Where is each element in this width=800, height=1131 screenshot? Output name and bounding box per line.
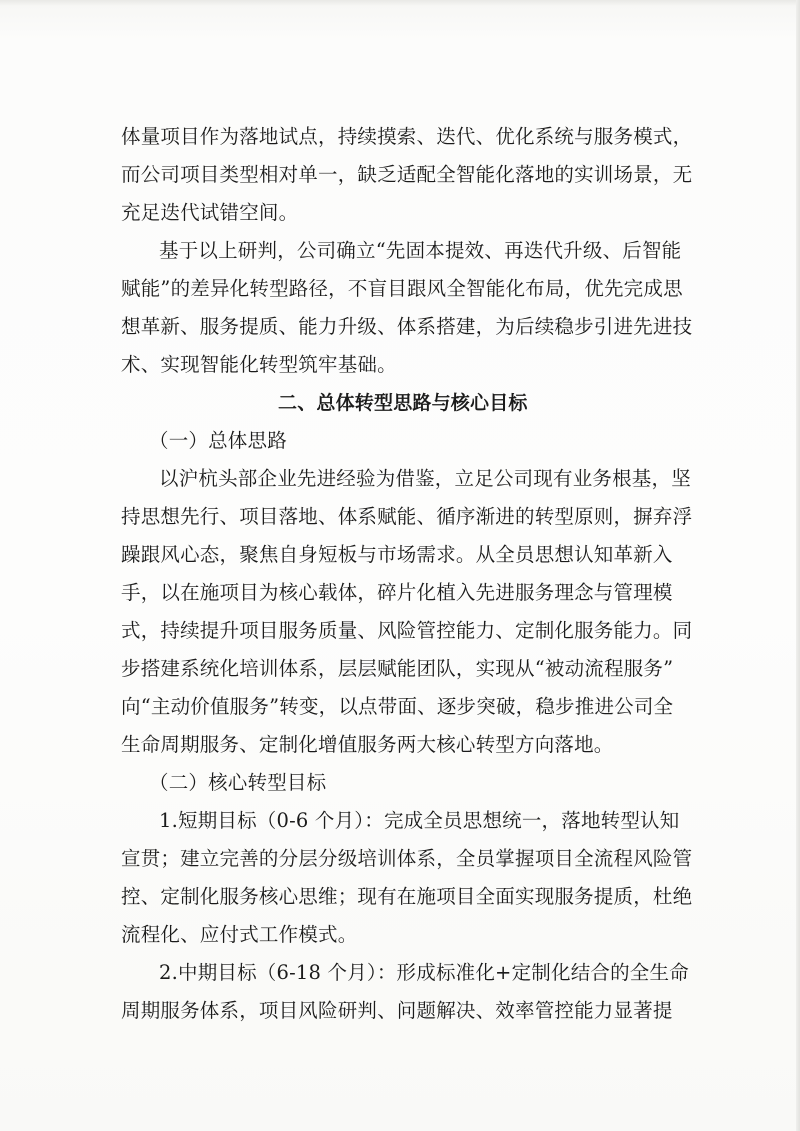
paragraph-line: 基于以上研判，公司确立“先固本提效、再迭代升级、后智能 [159, 239, 682, 262]
paragraph-line: 以沪杭头部企业先进经验为借鉴，立足公司现有业务根基，坚 [159, 467, 691, 490]
paragraph-line: 步搭建系统化培训体系，层层赋能团队，实现从“被动流程服务” [121, 657, 674, 680]
paragraph-line: 周期服务体系，项目风险研判、问题解决、效率管控能力显著提 [121, 999, 673, 1022]
paragraph-line: 持思想先行、项目落地、体系赋能、循序渐进的转型原则，摒弃浮 [121, 505, 693, 528]
paragraph-line: 体量项目作为落地试点，持续摸索、迭代、优化系统与服务模式， [121, 125, 693, 148]
paragraph-line: 1.短期目标（0-6 个月）：完成全员思想统一，落地转型认知 [159, 809, 680, 832]
scan-right-edge [796, 0, 800, 1131]
paragraph-line: 而公司项目类型相对单一，缺乏适配全智能化落地的实训场景，无 [121, 163, 693, 186]
scan-top-edge [0, 0, 800, 6]
paragraph-line: 控、定制化服务核心思维；现有在施项目全面实现服务提质，杜绝 [121, 885, 693, 908]
paragraph-line: 赋能”的差异化转型路径，不盲目跟风全智能化布局，优先完成思 [121, 277, 683, 300]
paragraph-line: 2.中期目标（6-18 个月）：形成标准化+定制化结合的全生命 [159, 961, 689, 984]
paragraph-line: 躁跟风心态，聚焦自身短板与市场需求。从全员思想认知革新入 [121, 543, 673, 566]
paragraph-line: 想革新、服务提质、能力升级、体系搭建，为后续稳步引进先进技 [121, 315, 693, 338]
section-heading: 二、总体转型思路与核心目标 [278, 392, 528, 414]
subheading: （二）核心转型目标 [149, 771, 327, 794]
paragraph-line: 式，持续提升项目服务质量、风险管控能力、定制化服务能力。同 [121, 619, 693, 642]
paragraph-line: 充足迭代试错空间。 [121, 201, 299, 224]
paragraph-line: 流程化、应付式工作模式。 [121, 923, 358, 946]
paragraph-line: 宣贯；建立完善的分层分级培训体系，全员掌握项目全流程风险管 [121, 847, 693, 870]
paragraph-line: 生命周期服务、定制化增值服务两大核心转型方向落地。 [121, 733, 614, 756]
subheading: （一）总体思路 [149, 429, 287, 452]
paragraph-line: 手，以在施项目为核心载体，碎片化植入先进服务理念与管理模 [121, 581, 673, 604]
paragraph-line: 术、实现智能化转型筑牢基础。 [121, 353, 397, 376]
paragraph-line: 向“主动价值服务”转变，以点带面、逐步突破，稳步推进公司全 [121, 695, 674, 718]
